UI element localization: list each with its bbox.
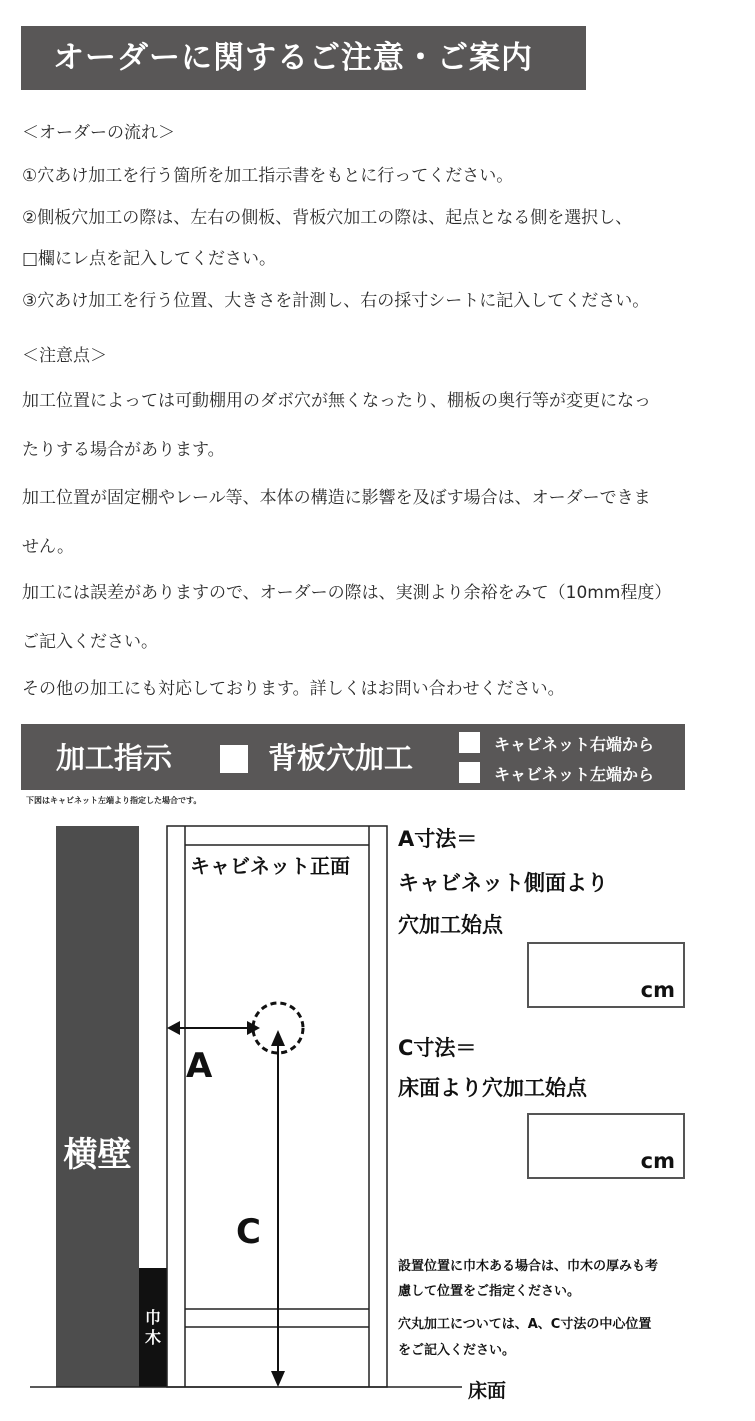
flow-line-1: ①穴あけ加工を行う箇所を加工指示書をもとに行ってください。 <box>22 166 514 186</box>
measure-c-line-1: C寸法＝ <box>398 1036 477 1060</box>
diagram-note: 下図はキャビネット左端より指定した場合です。 <box>26 796 202 805</box>
caution-heading: ＜注意点＞ <box>22 346 107 366</box>
caution-line-1: 加工位置によっては可動棚用のダボ穴が無くなったり、棚板の奥行等が変更になっ <box>22 391 651 411</box>
page-title: オーダーに関するご注意・ご案内 <box>21 26 586 90</box>
dimension-a-label: A <box>186 1046 213 1086</box>
measure-c-unit: cm <box>640 1149 675 1173</box>
measure-c-line-2: 床面より穴加工始点 <box>398 1076 587 1100</box>
caution-line-7: その他の加工にも対応しております。詳しくはお問い合わせください。 <box>22 679 565 699</box>
option-left-label: キャビネット左端から <box>494 765 655 784</box>
flow-line-3: □欄にレ点を記入してください。 <box>22 249 277 269</box>
baseboard-label: 巾木 <box>144 1308 161 1347</box>
caution-line-5: 加工には誤差がありますので、オーダーの際は、実測より余裕をみて（10mm程度） <box>22 583 672 603</box>
measure-a-line-2: キャビネット側面より <box>398 871 608 895</box>
note-line-4: をご記入ください。 <box>398 1343 516 1358</box>
flow-line-2: ②側板穴加工の際は、左右の側板、背板穴加工の際は、起点となる側を選択し、 <box>22 208 633 228</box>
caution-line-3: 加工位置が固定棚やレール等、本体の構造に影響を及ぼす場合は、オーダーできま <box>22 488 651 508</box>
option-right-label: キャビネット右端から <box>494 735 655 754</box>
instruction-title: 加工指示 <box>56 741 173 775</box>
measure-a-line-3: 穴加工始点 <box>398 913 503 937</box>
process-label: 背板穴加工 <box>268 741 414 775</box>
measure-a-line-1: A寸法＝ <box>398 827 478 851</box>
caution-line-2: たりする場合があります。 <box>22 440 225 460</box>
note-line-2: 慮して位置をご指定ください。 <box>398 1284 581 1299</box>
dimension-a-arrow-left <box>167 1021 180 1035</box>
measure-c-input[interactable] <box>527 1113 685 1179</box>
caution-line-6: ご記入ください。 <box>22 632 158 652</box>
flow-line-4: ③穴あけ加工を行う位置、大きさを計測し、右の採寸シートに記入してください。 <box>22 291 650 311</box>
note-line-1: 設置位置に巾木ある場合は、巾木の厚みも考 <box>398 1259 659 1274</box>
note-line-3: 穴丸加工については、A、C寸法の中心位置 <box>398 1317 652 1332</box>
dimension-c-label: C <box>236 1212 261 1252</box>
side-wall-label: 横壁 <box>63 1135 132 1175</box>
flow-heading: ＜オーダーの流れ＞ <box>22 123 175 143</box>
caution-line-4: せん。 <box>22 537 75 557</box>
dimension-c-arrow-top <box>271 1030 285 1046</box>
cabinet-front-label: キャビネット正面 <box>190 854 350 878</box>
dimension-c-arrow-bottom <box>271 1371 285 1387</box>
measure-a-unit: cm <box>640 978 675 1002</box>
floor-label: 床面 <box>468 1380 507 1402</box>
measure-a-input[interactable] <box>527 942 685 1008</box>
